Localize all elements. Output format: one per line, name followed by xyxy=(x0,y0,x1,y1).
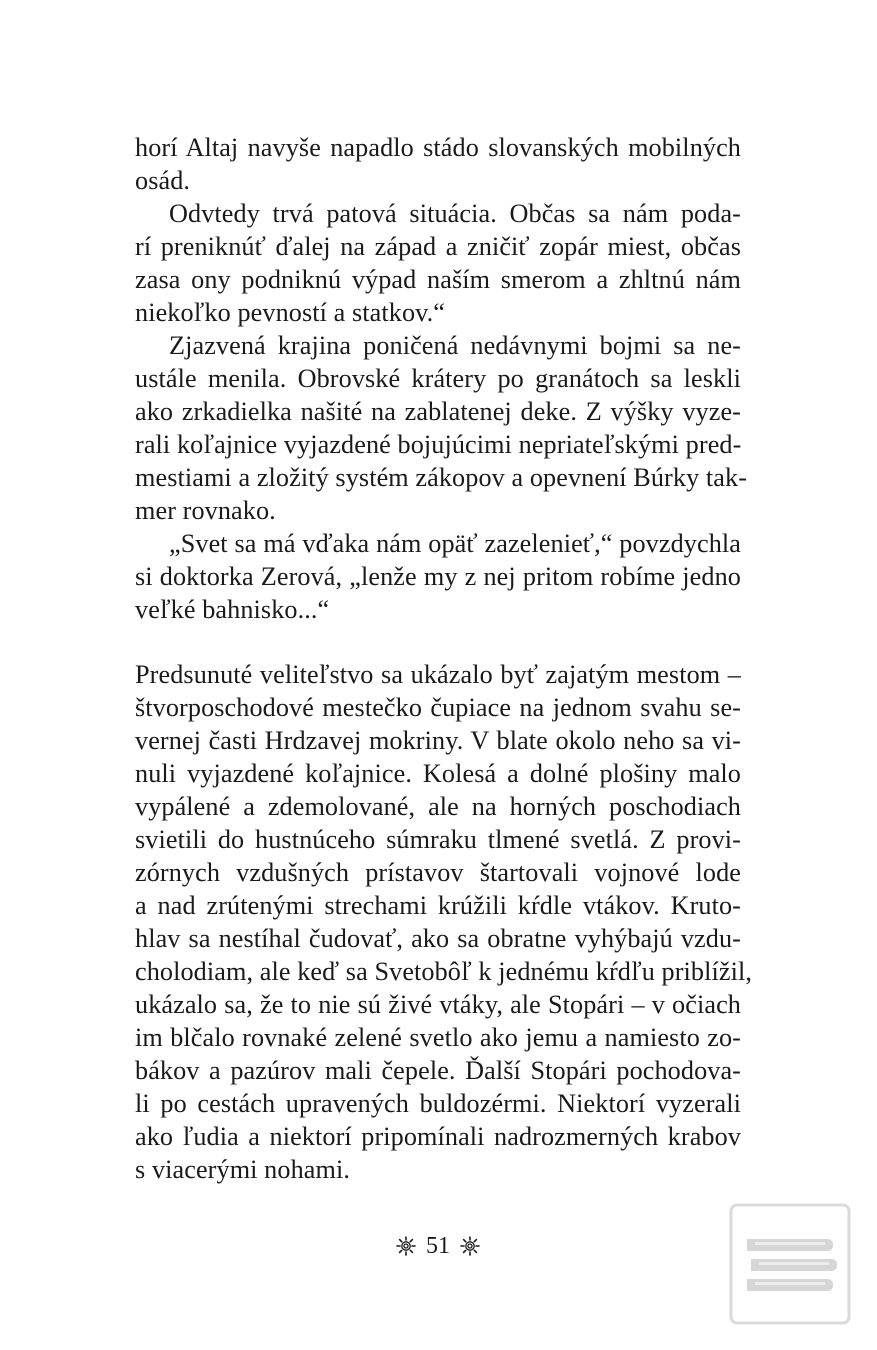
text-line: ustále menila. Obrovské krátery po granátoch sa leskli xyxy=(135,364,741,393)
text-line: vypálené a zdemolované, ale na horných poschodiach xyxy=(135,792,741,821)
text-line: s viacerými nohami. xyxy=(135,1155,350,1184)
text-line: a nad zrútenými strechami krúžili kŕdle vtákov. Kruto- xyxy=(135,891,741,920)
text-line: Zjazvená krajina poničená nedávnymi bojmi sa ne- xyxy=(169,331,741,360)
sun-ornament-icon xyxy=(460,1236,480,1256)
text-line: Odvtedy trvá patová situácia. Občas sa nám poda- xyxy=(169,199,741,228)
text-line: ako ľudia a niektorí pripomínali nadrozmerných krabov xyxy=(135,1122,741,1151)
text-line: osád. xyxy=(135,166,191,195)
page-number: 51 xyxy=(426,1232,450,1259)
text-line: ako zrkadielka našité na zablatenej deke. Z výšky vyze- xyxy=(135,397,741,426)
text-line: zórnych vzdušných prístavov štartovali vojnové lode xyxy=(135,858,741,887)
text-line: cholodiam, ale keď sa Svetobôľ k jednému kŕdľu priblížil, xyxy=(135,957,752,986)
text-line: rí preniknúť ďalej na západ a zničiť zopár miest, občas xyxy=(135,232,741,261)
text-line: im blčalo rovnaké zelené svetlo ako jemu a namiesto zo- xyxy=(135,1023,741,1052)
text-line: mer rovnako. xyxy=(135,496,276,525)
text-line: bákov a pazúrov mali čepele. Ďalší Stopári pochodova- xyxy=(135,1056,741,1085)
text-line: zasa ony podniknú výpad naším smerom a zhltnú nám xyxy=(135,265,741,294)
text-line: ukázalo sa, že to nie sú živé vtáky, ale Stopári – v očiach xyxy=(135,990,741,1019)
book-stack-icon xyxy=(729,1203,851,1325)
sun-ornament-icon xyxy=(396,1236,416,1256)
text-line: veľké bahnisko...“ xyxy=(135,595,330,624)
text-line: hlav sa nestíhal čudovať, ako sa obratne vyhýbajú vzdu- xyxy=(135,924,741,953)
text-line: si doktorka Zerová, „lenže my z nej pritom robíme jedno xyxy=(135,562,741,591)
page-number-footer xyxy=(388,1231,488,1261)
text-line: horí Altaj navyše napadlo stádo slovanských mobilných xyxy=(135,133,741,162)
text-line: li po cestách upravených buldozérmi. Niektorí vyzerali xyxy=(135,1089,741,1118)
text-line: nuli vyjazdené koľajnice. Kolesá a dolné plošiny malo xyxy=(135,759,741,788)
text-line: vernej časti Hrdzavej mokriny. V blate okolo neho sa vi- xyxy=(135,726,741,755)
text-line: rali koľajnice vyjazdené bojujúcimi nepriateľskými pred- xyxy=(135,430,742,459)
section-2 xyxy=(135,658,752,1186)
text-line: niekoľko pevností a statkov.“ xyxy=(135,298,446,327)
text-line: svietili do hustnúceho súmraku tlmené svetlá. Z provi- xyxy=(135,825,741,854)
text-line: mestiami a zložitý systém zákopov a opevnení Búrky tak- xyxy=(135,463,748,492)
text-line: „Svet sa má vďaka nám opäť zazelenieť,“ povzdychla xyxy=(169,529,741,558)
text-line: Predsunuté veliteľstvo sa ukázalo byť zajatým mestom – xyxy=(135,660,741,689)
text-line: štvorposchodové mestečko čupiace na jednom svahu se- xyxy=(135,693,741,722)
section-1 xyxy=(135,131,748,626)
